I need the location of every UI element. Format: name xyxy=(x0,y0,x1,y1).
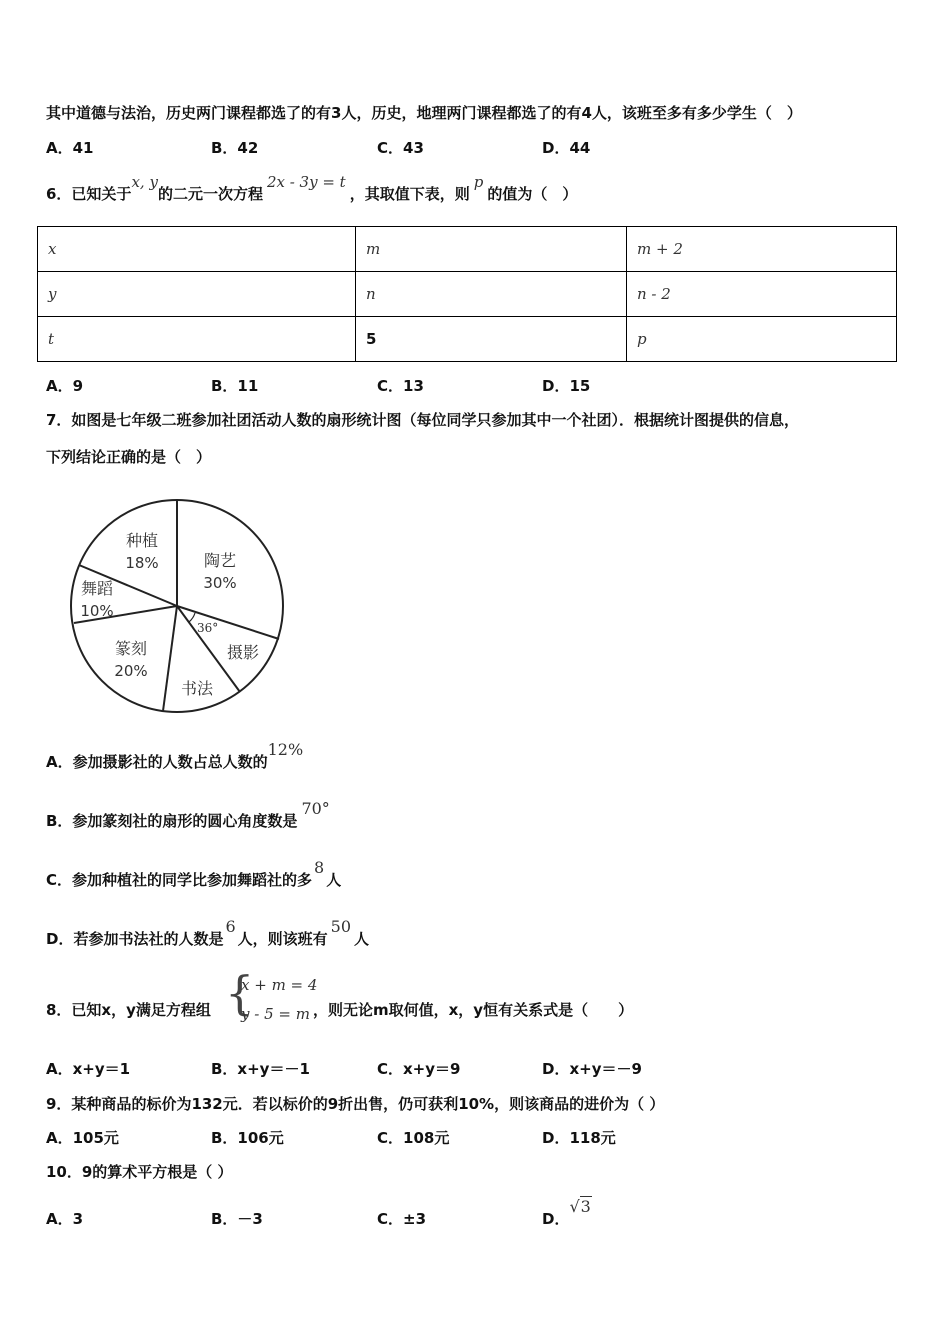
q6-option-b: B．11 xyxy=(211,377,259,395)
q7-option-d xyxy=(46,917,370,949)
q7-option-a-value: 12% xyxy=(267,740,304,759)
q7-option-c-unit: 人 xyxy=(326,871,342,889)
q6-option-a: A．9 xyxy=(46,377,84,395)
q10-option-b: B．－3 xyxy=(211,1210,263,1228)
q6-option-c: C．13 xyxy=(377,377,424,395)
q10-option-d-radicand: 3 xyxy=(580,1197,591,1216)
q7-option-d-mid: 人，则该班有 xyxy=(237,930,328,948)
pie-pct-wudao: 10% xyxy=(80,602,114,620)
pie-label-shufa: 书法 xyxy=(180,679,214,698)
q5-option-b: B．42 xyxy=(211,139,259,157)
q6-suffix: ，其取值下表，则 xyxy=(349,185,470,203)
pie-label-sheying: 摄影 xyxy=(226,643,260,662)
table-cell: m xyxy=(356,227,627,272)
table-cell: y xyxy=(38,272,356,317)
q8-prefix: 8．已知x，y满足方程组 xyxy=(46,1001,211,1019)
q9-stem: 9．某种商品的标价为132元．若以标价的9折出售，仍可获利10%，则该商品的进价为（ ） xyxy=(46,1095,665,1113)
q6-mid: 的二元一次方程 xyxy=(157,185,263,203)
q6-prefix: 6．已知关于 xyxy=(46,185,132,203)
table-cell: p xyxy=(627,317,897,362)
q6-p: p xyxy=(473,173,484,191)
table-row xyxy=(38,227,897,272)
table-cell: 5 xyxy=(356,317,627,362)
q10-option-d-label: D． xyxy=(542,1210,570,1228)
q8-option-c: C．x+y＝9 xyxy=(377,1060,461,1078)
q9-option-b: B．106元 xyxy=(211,1129,284,1147)
q9-option-d: D．118元 xyxy=(542,1129,616,1147)
q8-equation-2: y - 5 = m xyxy=(241,1005,310,1023)
q8-system-brace: { xyxy=(225,966,255,1020)
q6-end: 的值为（ ） xyxy=(487,185,578,203)
q8-option-b: B．x+y＝－1 xyxy=(211,1060,310,1078)
pie-label-taoyi: 陶艺 xyxy=(203,551,237,570)
q8-option-a: A．x+y＝1 xyxy=(46,1060,131,1078)
q7-option-b-value: 70° xyxy=(301,799,330,818)
q8-option-d: D．x+y＝－9 xyxy=(542,1060,642,1078)
q6-option-d: D．15 xyxy=(542,377,591,395)
q6-stem xyxy=(46,173,578,204)
table-row xyxy=(38,317,897,362)
q8-suffix: ，则无论m取何值，x，y恒有关系式是（ ） xyxy=(313,1001,634,1019)
q5-option-c: C．43 xyxy=(377,139,424,157)
q7-option-a-text: A．参加摄影社的人数占总人数的 xyxy=(46,753,268,771)
q7-option-b xyxy=(46,799,330,831)
q5-stem: 其中道德与法治，历史两门课程都选了的有3人，历史，地理两门课程都选了的有4人，该班至多有多少学生（ ） xyxy=(46,104,802,122)
q7-option-d-value2: 50 xyxy=(330,917,352,936)
q6-equation: 2x - 3y = t xyxy=(266,173,346,191)
q9-option-c: C．108元 xyxy=(377,1129,450,1147)
table-row xyxy=(38,272,897,317)
q10-stem: 10．9的算术平方根是（ ） xyxy=(46,1163,233,1181)
q8-equation-1: x + m = 4 xyxy=(241,976,318,994)
q7-option-a xyxy=(46,740,304,772)
pie-pct-zhuanke: 20% xyxy=(114,662,148,680)
table-cell: n - 2 xyxy=(627,272,897,317)
q10-option-d xyxy=(542,1197,592,1229)
table-cell: t xyxy=(38,317,356,362)
q10-option-c: C．±3 xyxy=(377,1210,427,1228)
q7-option-c xyxy=(46,858,342,890)
q7-option-c-text: C．参加种植社的同学比参加舞蹈社的多 xyxy=(46,871,313,889)
q7-stem-line2: 下列结论正确的是（ ） xyxy=(46,448,212,466)
pie-label-wudao: 舞蹈 xyxy=(80,579,114,598)
table-cell: x xyxy=(38,227,356,272)
pie-pct-taoyi: 30% xyxy=(203,574,237,592)
q5-option-a: A．41 xyxy=(46,139,94,157)
q7-option-c-value: 8 xyxy=(314,858,325,877)
q6-value-table xyxy=(37,226,897,362)
q9-option-a: A．105元 xyxy=(46,1129,119,1147)
q7-option-b-text: B．参加篆刻社的扇形的圆心角度数是 xyxy=(46,812,298,830)
pie-angle-label: 36° xyxy=(197,621,219,635)
q7-option-d-unit: 人 xyxy=(354,930,370,948)
pie-label-zhongzhi: 种植 xyxy=(125,531,159,550)
q7-option-d-value: 6 xyxy=(225,917,236,936)
q7-stem-line1: 7．如图是七年级二班参加社团活动人数的扇形统计图（每位同学只参加其中一个社团）．根据统计图提供的信息， xyxy=(46,411,799,429)
q7-option-d-text: D．若参加书法社的人数是 xyxy=(46,930,224,948)
q7-pie-chart xyxy=(60,490,300,722)
q6-vars: x, y xyxy=(131,173,158,191)
pie-pct-zhongzhi: 18% xyxy=(125,554,159,572)
q10-option-a: A．3 xyxy=(46,1210,84,1228)
pie-label-zhuanke: 篆刻 xyxy=(114,639,148,658)
table-cell: n xyxy=(356,272,627,317)
sqrt-icon: √ xyxy=(569,1197,580,1216)
q5-option-d: D．44 xyxy=(542,139,591,157)
table-cell: m + 2 xyxy=(627,227,897,272)
